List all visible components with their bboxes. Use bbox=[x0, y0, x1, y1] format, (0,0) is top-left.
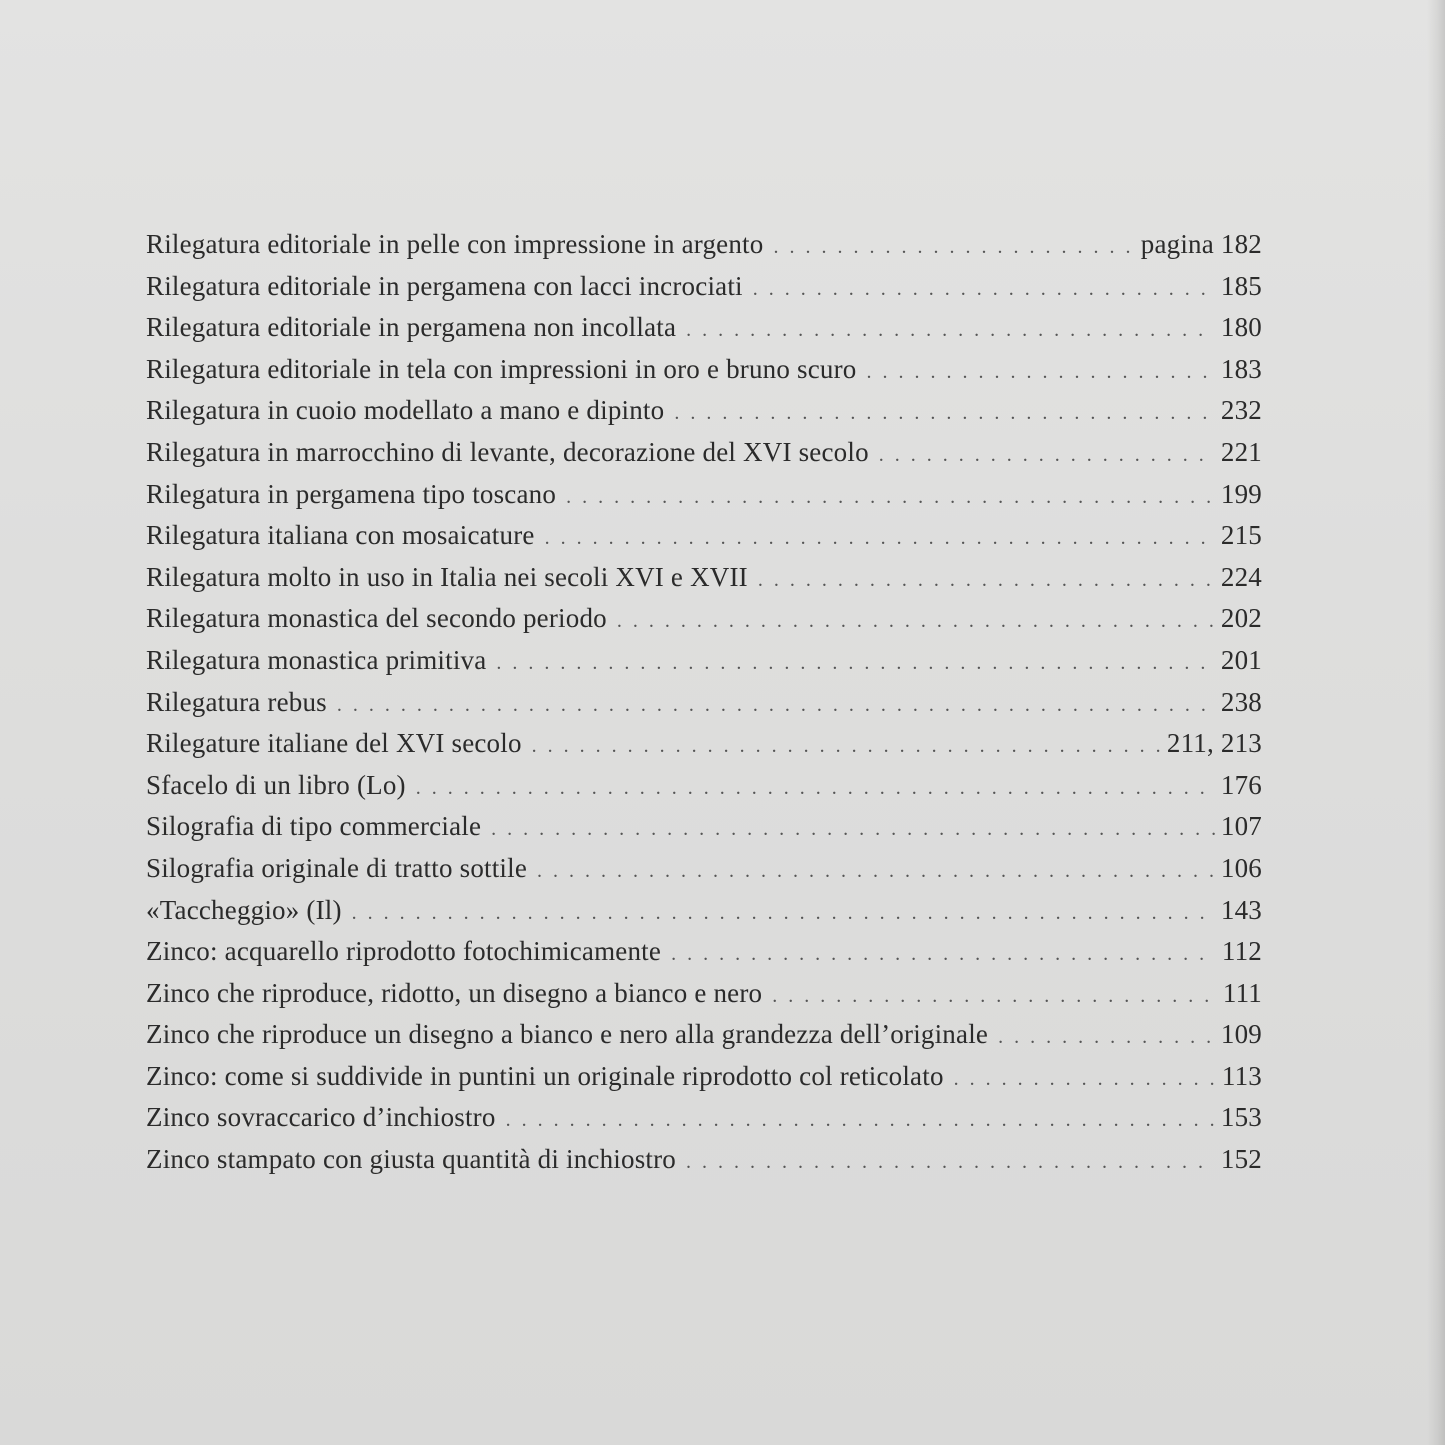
index-entry bbox=[146, 853, 1262, 895]
dot-leader bbox=[416, 777, 1215, 800]
index-entry bbox=[146, 312, 1262, 354]
entry-page-number: 180 bbox=[1220, 312, 1262, 343]
entry-page-number: 215 bbox=[1220, 520, 1262, 551]
entry-title: Rilegatura in pergamena tipo toscano bbox=[146, 478, 557, 509]
index-entry bbox=[146, 437, 1262, 479]
index-entry bbox=[146, 520, 1262, 562]
index-entry bbox=[146, 354, 1262, 396]
entry-page-number: 112 bbox=[1221, 936, 1262, 967]
dot-leader bbox=[506, 1109, 1215, 1132]
index-entry bbox=[146, 562, 1262, 604]
index-entry bbox=[146, 687, 1262, 729]
dot-leader bbox=[954, 1068, 1216, 1091]
entry-title: Rilegatura rebus bbox=[146, 686, 327, 717]
dot-leader bbox=[545, 527, 1215, 550]
entry-title: Zinco che riproduce, ridotto, un disegno a bianco e nero bbox=[146, 977, 763, 1008]
entry-title: Rilegatura editoriale in pergamena non incollata bbox=[146, 312, 677, 343]
index-entry bbox=[146, 728, 1262, 770]
entry-page-number: 113 bbox=[1221, 1060, 1262, 1091]
page-edge-shadow bbox=[1427, 0, 1445, 1445]
index-entry bbox=[146, 811, 1262, 853]
entry-title: «Taccheggio» (Il) bbox=[146, 894, 342, 925]
entry-page-number: 199 bbox=[1220, 478, 1262, 509]
entry-page-number: 221 bbox=[1220, 436, 1262, 467]
dot-leader bbox=[566, 486, 1215, 509]
index-entry bbox=[146, 978, 1262, 1020]
index-entry bbox=[146, 770, 1262, 812]
index-entry bbox=[146, 895, 1262, 937]
index-entry bbox=[146, 395, 1262, 437]
entry-page-number: 211, 213 bbox=[1166, 728, 1262, 759]
entry-title: Rilegature italiane del XVI secolo bbox=[146, 728, 522, 759]
entry-page-number: pagina 182 bbox=[1140, 229, 1262, 259]
entry-title: Zinco che riproduce un disegno a bianco e nero alla grandezza dell’originale bbox=[146, 1019, 989, 1050]
entry-title: Rilegatura monastica del secondo periodo bbox=[146, 603, 607, 634]
dot-leader bbox=[496, 652, 1214, 675]
entry-title: Silografia di tipo commerciale bbox=[146, 811, 482, 842]
entry-page-number: 109 bbox=[1220, 1019, 1262, 1050]
dot-leader bbox=[674, 402, 1215, 425]
entry-title: Zinco stampato con giusta quantità di inchiostro bbox=[146, 1144, 676, 1175]
dot-leader bbox=[671, 943, 1216, 966]
index-entry bbox=[146, 645, 1262, 687]
entry-title: Zinco: acquarello riprodotto fotochimicamente bbox=[146, 936, 662, 967]
index-list bbox=[146, 229, 1262, 1186]
entry-title: Zinco: come si suddivide in puntini un originale riprodotto col reticolato bbox=[146, 1060, 944, 1091]
index-entry bbox=[146, 1019, 1262, 1061]
index-entry bbox=[146, 1102, 1262, 1144]
entry-title: Rilegatura monastica primitiva bbox=[146, 644, 487, 675]
dot-leader bbox=[998, 1026, 1215, 1049]
entry-page-number: 185 bbox=[1220, 270, 1262, 301]
index-entry bbox=[146, 479, 1262, 521]
index-entry bbox=[146, 1061, 1262, 1103]
entry-page-number: 143 bbox=[1220, 894, 1262, 925]
entry-page-number: 107 bbox=[1220, 811, 1262, 842]
entry-title: Rilegatura editoriale in pelle con impressione in argento bbox=[146, 229, 764, 259]
entry-title: Rilegatura in cuoio modellato a mano e dipinto bbox=[146, 395, 665, 426]
index-entry bbox=[146, 229, 1262, 271]
entry-title: Rilegatura editoriale in tela con impressioni in oro e bruno scuro bbox=[146, 353, 857, 384]
entry-page-number: 153 bbox=[1220, 1102, 1262, 1133]
dot-leader bbox=[491, 818, 1215, 841]
entry-title: Rilegatura editoriale in pergamena con lacci incrociati bbox=[146, 270, 743, 301]
dot-leader bbox=[352, 902, 1215, 925]
dot-leader bbox=[758, 569, 1215, 592]
dot-leader bbox=[537, 860, 1215, 883]
index-entry bbox=[146, 271, 1262, 313]
dot-leader bbox=[686, 1151, 1215, 1174]
dot-leader bbox=[753, 278, 1215, 301]
entry-page-number: 224 bbox=[1220, 561, 1262, 592]
entry-page-number: 183 bbox=[1220, 353, 1262, 384]
entry-title: Rilegatura molto in uso in Italia nei secoli XVI e XVII bbox=[146, 561, 748, 592]
entry-page-number: 232 bbox=[1220, 395, 1262, 426]
dot-leader bbox=[617, 610, 1215, 633]
entry-page-number: 152 bbox=[1220, 1144, 1262, 1175]
entry-title: Zinco sovraccarico d’inchiostro bbox=[146, 1102, 496, 1133]
dot-leader bbox=[879, 444, 1215, 467]
dot-leader bbox=[772, 985, 1216, 1008]
entry-page-number: 201 bbox=[1220, 644, 1262, 675]
dot-leader bbox=[773, 236, 1134, 259]
entry-page-number: 202 bbox=[1220, 603, 1262, 634]
index-entry bbox=[146, 603, 1262, 645]
entry-title: Rilegatura italiana con mosaicature bbox=[146, 520, 535, 551]
entry-title: Rilegatura in marrocchino di levante, decorazione del XVI secolo bbox=[146, 436, 869, 467]
entry-page-number: 106 bbox=[1220, 852, 1262, 883]
index-entry bbox=[146, 936, 1262, 978]
dot-leader bbox=[337, 694, 1215, 717]
dot-leader bbox=[867, 361, 1215, 384]
entry-page-number: 111 bbox=[1222, 977, 1262, 1008]
entry-title: Sfacelo di un libro (Lo) bbox=[146, 769, 406, 800]
index-entry bbox=[146, 1144, 1262, 1186]
entry-title: Silografia originale di tratto sottile bbox=[146, 852, 528, 883]
entry-page-number: 176 bbox=[1220, 769, 1262, 800]
entry-page-number: 238 bbox=[1220, 686, 1262, 717]
dot-leader bbox=[532, 735, 1161, 758]
dot-leader bbox=[686, 319, 1215, 342]
